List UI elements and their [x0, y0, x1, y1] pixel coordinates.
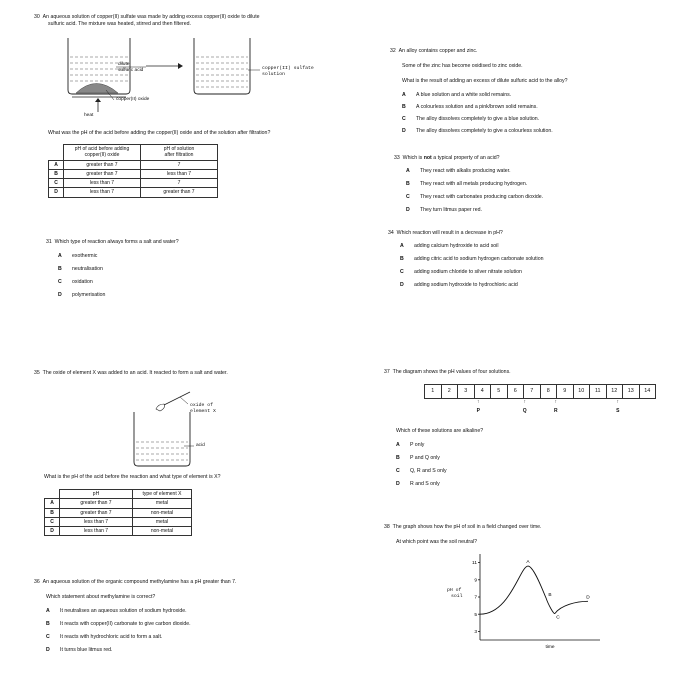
ph-scale-cell: 8 [541, 384, 558, 399]
chart-y-tick-label: 7 [474, 595, 477, 601]
option-letter: C [406, 194, 410, 200]
q33-option-a[interactable] [406, 168, 511, 175]
q36-question: Which statement about methylamine is correct? [46, 594, 156, 600]
option-letter: D [400, 282, 404, 288]
option-letter: C [58, 279, 62, 285]
q34-option-b[interactable] [400, 256, 543, 263]
q30-number: 30 [34, 14, 40, 20]
option-letter: B [46, 621, 50, 627]
table-cell: less than 7 [141, 169, 218, 178]
q35-apparatus-diagram [126, 384, 236, 470]
option-letter: A [45, 499, 60, 508]
q33-stem-bold: not [423, 155, 432, 161]
q36-stem [34, 579, 236, 586]
option-text: adding sodium chloride to silver nitrate solution [414, 269, 522, 275]
option-text: adding calcium hydroxide to acid soil [414, 243, 499, 249]
chart-point-label-c: C [556, 615, 560, 621]
option-letter: D [406, 207, 410, 213]
q30-beaker-right [194, 38, 260, 94]
table-cell: greater than 7 [64, 160, 141, 169]
ph-marker-label: S [616, 408, 620, 414]
ph-marker-label: P [476, 408, 480, 414]
table-row[interactable] [45, 527, 192, 536]
ph-scale-cell: 12 [607, 384, 624, 399]
table-cell: greater than 7 [141, 188, 218, 197]
q38-ylabel-1: pH of [447, 588, 462, 593]
q34-option-a[interactable] [400, 243, 499, 250]
q30-label-acid-2: sulfuric acid [118, 68, 144, 73]
option-text: A colourless solution and a pink/brown solid remains. [416, 104, 538, 110]
q32-number: 32 [390, 48, 396, 54]
q36-option-d[interactable] [46, 647, 112, 654]
q35-beaker [134, 412, 194, 466]
chart-series-line [480, 566, 588, 614]
option-letter: A [49, 160, 64, 169]
table-cell: less than 7 [60, 527, 133, 536]
q32-stem1 [390, 48, 477, 55]
option-letter: B [396, 455, 400, 461]
q37-number: 37 [384, 369, 390, 375]
ph-scale-cell: 5 [491, 384, 508, 399]
chart-point-labels [526, 559, 590, 620]
q34-number: 34 [388, 230, 394, 236]
table-row[interactable] [45, 508, 192, 517]
table-cell: less than 7 [64, 179, 141, 188]
q32-stem1-text: An alloy contains copper and zinc. [398, 48, 478, 54]
option-text: It reacts with hydrochloric acid to form a salt. [60, 634, 163, 640]
q33-option-c[interactable] [406, 194, 543, 201]
option-text: neutralisation [72, 266, 103, 272]
option-letter: A [396, 442, 400, 448]
q32-option-d[interactable] [402, 128, 553, 135]
q33-option-d[interactable] [406, 207, 482, 214]
q36-option-c[interactable] [46, 634, 162, 641]
ph-scale-cell: 10 [574, 384, 591, 399]
table-row[interactable] [49, 179, 218, 188]
table-row[interactable] [45, 499, 192, 508]
table-row[interactable] [49, 160, 218, 169]
q33-option-b[interactable] [406, 181, 527, 188]
option-letter: C [400, 269, 404, 275]
option-letter: A [58, 253, 62, 259]
table-cell: greater than 7 [60, 508, 133, 517]
option-letter: B [402, 104, 406, 110]
ph-scale-cell: 7 [524, 384, 541, 399]
table-cell: non-metal [133, 527, 192, 536]
option-text: adding sodium hydroxide to hydrochloric acid [414, 282, 518, 288]
table-header-row [45, 490, 192, 499]
option-text: exothermic [72, 253, 98, 259]
option-letter: C [396, 468, 400, 474]
q34-option-c[interactable] [400, 269, 522, 276]
up-arrow-icon: ↑ [554, 399, 557, 405]
q30-stem-line1 [34, 14, 260, 21]
ph-marker-p [472, 399, 484, 414]
table-cell: 7 [141, 179, 218, 188]
q30-col2-header-line2: after filtration [164, 152, 194, 159]
q32-option-c[interactable] [402, 116, 539, 123]
q35-label-oxide-1: oxide of [190, 403, 214, 408]
q30-process-arrow [146, 63, 183, 69]
table-cell: metal [133, 499, 192, 508]
option-text: The alloy dissolves completely to give a colourless solution. [416, 128, 553, 134]
table-row[interactable] [45, 517, 192, 526]
chart-axes [480, 554, 600, 640]
ph-scale-cell: 9 [557, 384, 574, 399]
option-text: It neutralises an aqueous solution of sodium hydroxide. [60, 608, 187, 614]
option-letter: A [400, 243, 404, 249]
option-letter: C [402, 116, 406, 122]
q37-stem [384, 369, 511, 376]
option-text: It turns blue litmus red. [60, 647, 113, 653]
option-letter: B [58, 266, 62, 272]
option-letter: C [45, 517, 60, 526]
q35-question: What is the pH of the acid before the reaction and what type of element is X? [44, 474, 221, 480]
q37-question: Which of these solutions are alkaline? [396, 428, 484, 434]
q37-ph-scale [424, 384, 656, 399]
table-corner-cell [49, 145, 64, 161]
q34-option-d[interactable] [400, 282, 518, 289]
q32-stem2: Some of the zinc has become oxidised to zinc oxide. [402, 63, 523, 69]
option-text: They react with carbonates producing carbon dioxide. [420, 194, 544, 200]
option-letter: A [402, 92, 406, 98]
table-header-row [49, 145, 218, 161]
chart-y-ticks [472, 560, 480, 635]
q33-stem-a: Which is [402, 155, 424, 161]
q31-stem [46, 239, 179, 246]
ph-marker-label: Q [522, 408, 527, 414]
q35-answer-table [44, 489, 192, 536]
q35-stem [34, 370, 228, 377]
chart-xlabel: time [545, 645, 555, 650]
option-text: A blue solution and a white solid remains. [416, 92, 512, 98]
q38-stem [384, 524, 541, 531]
option-letter: B [49, 169, 64, 178]
q38-ph-graph [460, 548, 610, 652]
ph-marker-s [612, 399, 624, 414]
q36-number: 36 [34, 579, 40, 585]
option-text: They react with all metals producing hydrogen. [420, 181, 528, 187]
chart-y-tick-label: 3 [474, 630, 477, 635]
table-corner-cell [45, 490, 60, 499]
q30-col1-header [64, 145, 141, 161]
ph-scale-cell: 6 [508, 384, 525, 399]
q33-number: 33 [394, 155, 400, 161]
q35-col1-header: pH [60, 490, 133, 499]
chart-point-label-b: B [548, 592, 552, 598]
ph-scale-cell: 13 [623, 384, 640, 399]
q30-label-oxide: copper(II) oxide [116, 97, 150, 102]
chart-point-label-d: D [586, 595, 590, 601]
option-letter: D [58, 292, 62, 298]
option-letter: A [46, 608, 50, 614]
q35-spatula [156, 392, 190, 411]
ph-scale-cell: 4 [475, 384, 492, 399]
table-cell: non-metal [133, 508, 192, 517]
q35-stem-text: The oxide of element X was added to an acid. It reacted to form a salt and water. [42, 370, 228, 376]
q33-stem [394, 155, 500, 162]
option-text: Q, R and S only [410, 468, 447, 474]
table-cell: less than 7 [64, 188, 141, 197]
up-arrow-icon: ↑ [616, 399, 619, 405]
q34-stem [388, 230, 503, 237]
q31-number: 31 [46, 239, 52, 245]
option-letter: D [46, 647, 50, 653]
q31-option-b[interactable] [58, 266, 103, 273]
chart-point-label-a: A [526, 560, 530, 566]
option-text: The alloy dissolves completely to give a blue solution. [416, 116, 540, 122]
table-cell: greater than 7 [60, 499, 133, 508]
option-text: P only [410, 442, 425, 448]
q30-label-solution-1: copper(II) sulfate [262, 66, 314, 71]
up-arrow-icon: ↑ [477, 399, 480, 405]
option-text: adding citric acid to sodium hydrogen carbonate solution [414, 256, 544, 262]
q37-option-c[interactable] [396, 468, 447, 475]
option-letter: D [396, 481, 400, 487]
ph-scale-cell: 3 [458, 384, 475, 399]
option-text: P and Q only [410, 455, 440, 461]
option-letter: D [402, 128, 406, 134]
chart-y-tick-label: 11 [472, 561, 477, 567]
q32-stem3: What is the result of adding an excess of dilute sulfuric acid to the alloy? [402, 78, 568, 84]
ph-marker-r [550, 399, 562, 414]
option-letter: C [49, 179, 64, 188]
chart-y-tick-label: 5 [474, 612, 477, 618]
chart-y-tick-label: 9 [474, 578, 477, 584]
q35-col2-header: type of element X [133, 490, 192, 499]
q35-label-oxide-2: element X [190, 409, 216, 414]
q30-col2-header-line1: pH of solution [163, 146, 195, 152]
ph-scale-cell: 2 [442, 384, 459, 399]
option-text: It reacts with copper(II) carbonate to give carbon dioxide. [60, 621, 191, 627]
ph-scale-cell: 14 [640, 384, 657, 399]
q32-option-b[interactable] [402, 104, 538, 111]
q36-stem-text: An aqueous solution of the organic compound methylamine has a pH greater than 7. [42, 579, 237, 585]
q30-answer-table [48, 144, 218, 198]
q32-option-a[interactable] [402, 92, 511, 99]
option-letter: B [45, 508, 60, 517]
ph-scale-cell: 1 [424, 384, 442, 399]
q37-option-b[interactable] [396, 455, 440, 462]
q30-stem2: sulfuric acid. The mixture was heated, stirred and then filtered. [48, 21, 191, 27]
option-text: oxidation [72, 279, 93, 285]
q30-label-solution-2: solution [262, 72, 286, 77]
q30-question: What was the pH of the acid before adding the copper(II) oxide and of the solution after filtration? [48, 130, 271, 136]
option-text: They turn litmus paper red. [420, 207, 482, 213]
option-letter: B [400, 256, 404, 262]
q35-label-acid: acid [196, 443, 205, 448]
q35-number: 35 [34, 370, 40, 376]
table-row[interactable] [49, 188, 218, 197]
option-text: They react with alkalis producing water. [420, 168, 511, 174]
q36-option-a[interactable] [46, 608, 187, 615]
q37-stem-text: The diagram shows the pH values of four solutions. [392, 369, 511, 375]
q37-option-d[interactable] [396, 481, 440, 488]
ph-marker-q [519, 399, 531, 414]
table-cell: 7 [141, 160, 218, 169]
table-row[interactable] [49, 169, 218, 178]
q30-label-acid-1: dilute [118, 62, 130, 67]
q38-number: 38 [384, 524, 390, 530]
option-text: R and S only [410, 481, 440, 487]
q31-option-d[interactable] [58, 292, 105, 299]
q31-option-a[interactable] [58, 253, 97, 260]
q31-stem-text: Which type of reaction always forms a salt and water? [54, 239, 179, 245]
up-arrow-icon: ↑ [523, 399, 526, 405]
option-letter: A [406, 168, 410, 174]
q38-ylabel-2: soil [451, 594, 463, 599]
q30-col1-header-line2: copper(II) oxide [84, 152, 120, 159]
option-letter: C [46, 634, 50, 640]
table-cell: less than 7 [60, 517, 133, 526]
ph-scale-cell: 11 [590, 384, 607, 399]
q34-stem-text: Which reaction will result in a decrease in pH? [396, 230, 503, 236]
q31-option-c[interactable] [58, 279, 93, 286]
option-letter: D [49, 188, 64, 197]
q38-stem-text: The graph shows how the pH of soil in a field changed over time. [392, 524, 542, 530]
option-letter: D [45, 527, 60, 536]
q33-stem-b: a typical property of an acid? [431, 155, 500, 161]
table-cell: greater than 7 [64, 169, 141, 178]
table-cell: metal [133, 517, 192, 526]
q30-label-heat: heat [84, 113, 94, 118]
q36-option-b[interactable] [46, 621, 191, 628]
q30-col1-header-line1: pH of acid before adding [74, 146, 130, 152]
option-letter: B [406, 181, 410, 187]
ph-marker-label: R [553, 408, 558, 414]
q38-question: At which point was the soil neutral? [396, 539, 478, 545]
q30-col2-header [141, 145, 218, 161]
option-text: polymerisation [72, 292, 106, 298]
q37-option-a[interactable] [396, 442, 424, 449]
q30-stem1: An aqueous solution of copper(II) sulfate was made by adding excess copper(II) oxide to dilute [42, 14, 260, 20]
